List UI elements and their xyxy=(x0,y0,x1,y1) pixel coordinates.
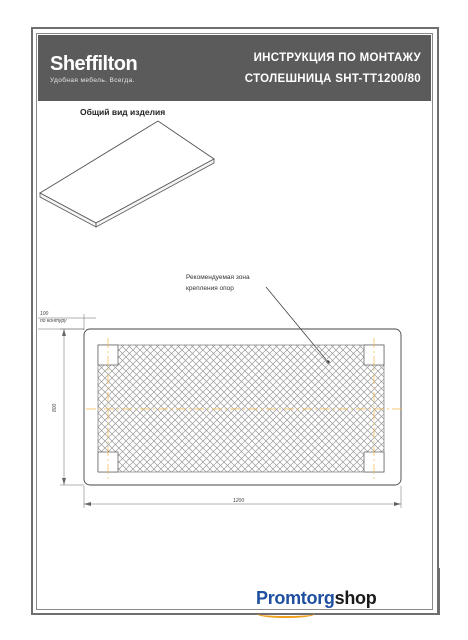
dimension-width: 800 xyxy=(52,403,58,412)
overview-heading: Общий вид изделия xyxy=(80,107,166,117)
dimension-offset-value: 100 xyxy=(40,311,49,317)
dimension-length: 1200 xyxy=(233,498,245,504)
mounting-zone xyxy=(98,345,384,472)
dimension-offset-note: по контуру xyxy=(40,318,67,324)
note-line-2: крепления опор xyxy=(186,284,234,292)
product-title: СТОЛЕШНИЦА SHT-TT1200/80 xyxy=(244,73,421,85)
watermark-part-2: shop xyxy=(334,588,377,608)
tabletop-isometric-view xyxy=(40,121,214,227)
note-line-1: Рекомендуемая зона xyxy=(186,274,250,281)
brand-tagline: Удобная мебель. Всегда. xyxy=(50,77,135,84)
watermark-part-1: Promtorg xyxy=(256,588,335,608)
promtorgshop-watermark xyxy=(256,588,376,609)
mounting-zone-note xyxy=(186,273,250,294)
dimension-offset xyxy=(40,311,66,325)
brand-logo: Sheffilton xyxy=(50,53,138,75)
document-title: ИНСТРУКЦИЯ ПО МОНТАЖУ xyxy=(253,52,421,64)
watermark-swoosh xyxy=(257,610,315,618)
